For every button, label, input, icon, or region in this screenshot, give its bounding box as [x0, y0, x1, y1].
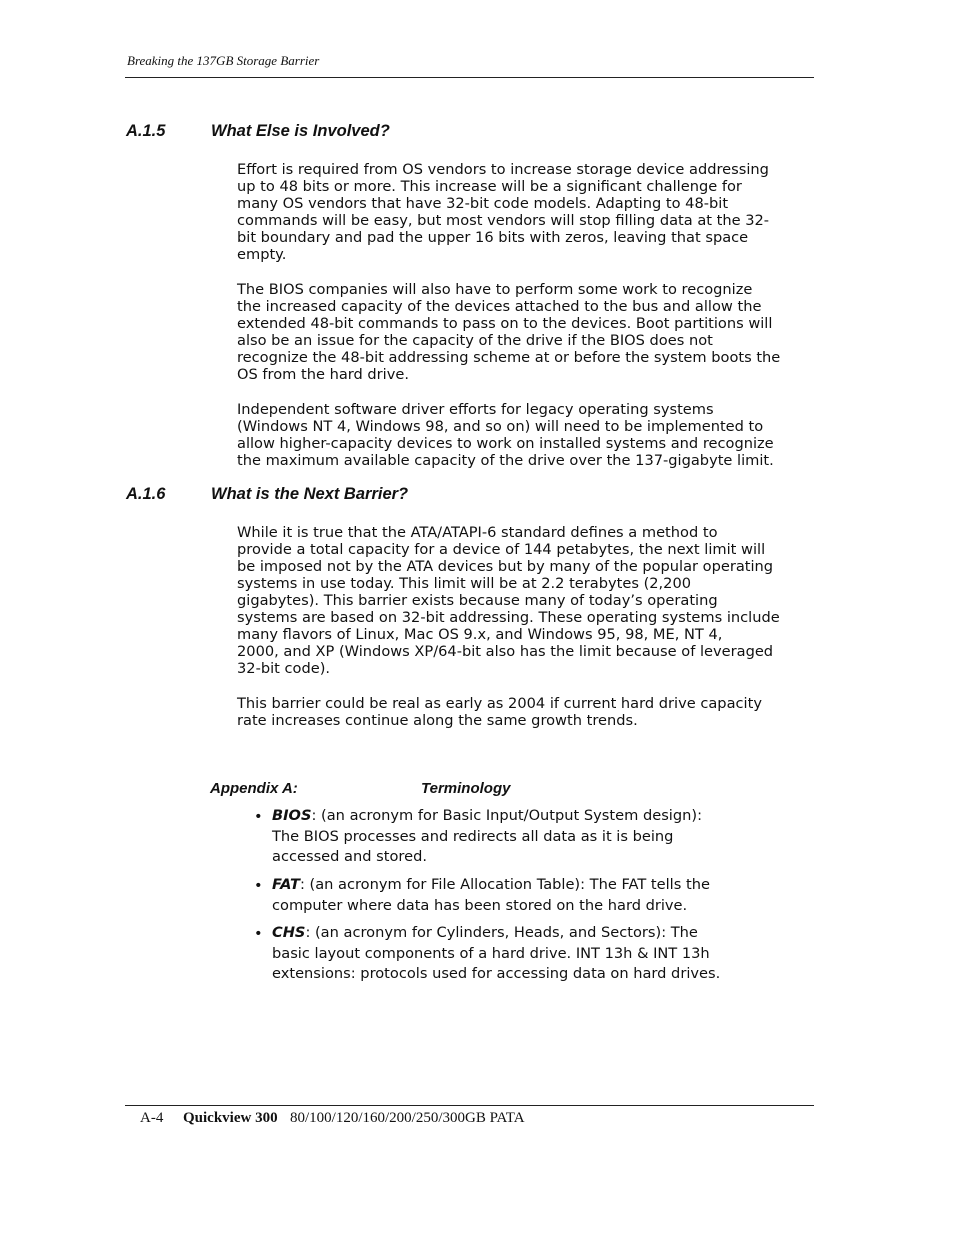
- term: FAT: [272, 876, 300, 893]
- list-item: [272, 923, 792, 985]
- product-name: [183, 1110, 278, 1127]
- bullet-glyph: •: [254, 877, 263, 894]
- section-title: What Else is Involved?: [211, 122, 390, 140]
- paragraph: The BIOS companies will also have to perform some work to recognize the increased capacity of the devices attached to the bus and allow the extended 48-bit commands to pass on to the devices. Boot partitions will also be an issue for the capacity of the drive if the BIOS does not recognize the 48-bit addressing scheme at or before the system boots the OS from the hard drive.: [237, 281, 781, 383]
- term: BIOS: [272, 807, 312, 824]
- term: CHS: [272, 924, 306, 941]
- definition: : (an acronym for Cylinders, Heads, and Sectors): The basic layout components of a hard drive. INT 13h & INT 13h extensions: protocols used for accessing data on hard drives.: [272, 924, 721, 983]
- paragraph: While it is true that the ATA/ATAPI-6 standard defines a method to provide a total capacity for a device of 144 petabytes, the next limit will be imposed not by the ATA devices but by many of the popular operating systems in use today. This limit will be at 2.2 terabytes (2,200 gigabytes). This barrier exists because many of today’s operating systems are based on 32-bit addressing. These operating systems include many flavors of Linux, Mac OS 9.x, and Windows 95, 98, ME, NT 4, 2000, and XP (Windows XP/64-bit also has the limit because of leveraged 32-bit code).: [237, 524, 780, 677]
- product-models: 80/100/120/160/200/250/300GB PATA: [290, 1110, 525, 1126]
- list-item: [272, 875, 792, 916]
- bullet-glyph: •: [254, 808, 263, 825]
- section-number: A.1.6: [126, 485, 166, 503]
- appendix-title: Terminology: [421, 780, 511, 797]
- bullet-glyph: •: [254, 925, 263, 942]
- section-title: What is the Next Barrier?: [211, 485, 409, 503]
- paragraph: Effort is required from OS vendors to increase storage device addressing up to 48 bits or more. This increase will be a significant challenge for many OS vendors that have 32-bit code models. Adapting to 48-bit commands will be easy, but most vendors will stop filling data at the 32- bit boundary and pad the upper 16 bits with zeros, leaving that space empty.: [237, 161, 770, 263]
- appendix-label: Appendix A:: [210, 780, 298, 797]
- running-header: Breaking the 137GB Storage Barrier: [127, 53, 320, 68]
- section-number: A.1.5: [126, 122, 166, 140]
- page-number: A-4: [140, 1110, 164, 1126]
- header-rule: [125, 77, 814, 78]
- definition: : (an acronym for File Allocation Table): The FAT tells the computer where data has been stored on the hard drive.: [272, 876, 710, 914]
- definition: : (an acronym for Basic Input/Output System design): The BIOS processes and redirects all data as it is being accessed and stored.: [272, 807, 702, 866]
- footer-rule: [125, 1105, 814, 1106]
- paragraph: Independent software driver efforts for legacy operating systems (Windows NT 4, Windows 98, and so on) will need to be implemented to allow higher-capacity devices to work on installed systems and recognize the maximum available capacity of the drive over the 137-gigabyte limit.: [237, 401, 774, 469]
- paragraph: This barrier could be real as early as 2004 if current hard drive capacity rate increases continue along the same growth trends.: [237, 695, 762, 729]
- list-item: [272, 806, 792, 868]
- product-title: Quickview 300: [183, 1110, 278, 1126]
